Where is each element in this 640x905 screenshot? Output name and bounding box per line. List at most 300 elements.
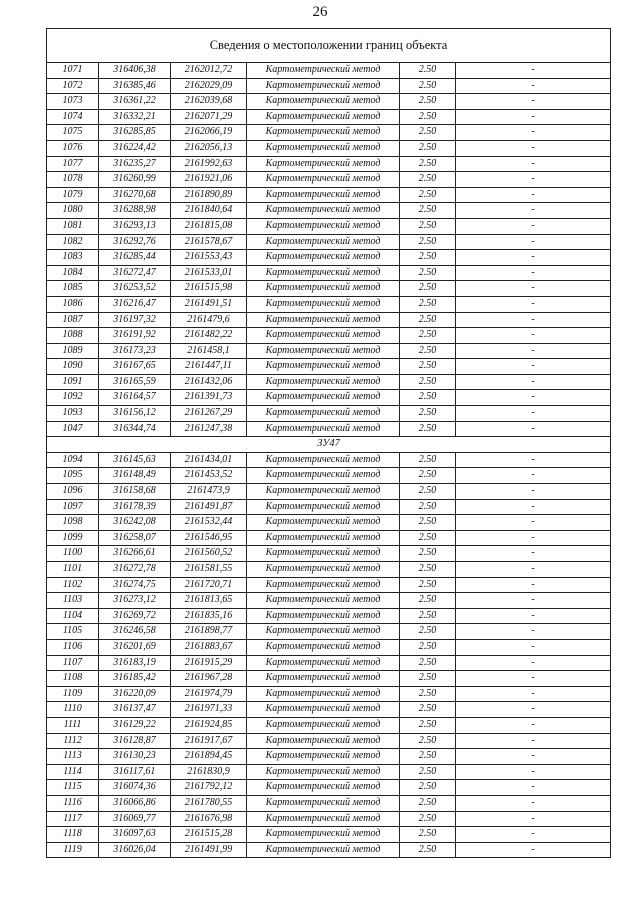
table-row bbox=[47, 515, 611, 531]
point-number-cell: 1106 bbox=[47, 639, 99, 655]
y-coordinate-cell: 2161479,6 bbox=[171, 312, 247, 328]
y-coordinate-cell: 2161267,29 bbox=[171, 406, 247, 422]
y-coordinate-cell: 2161432,06 bbox=[171, 374, 247, 390]
accuracy-cell: 2.50 bbox=[400, 639, 456, 655]
description-cell: - bbox=[456, 593, 611, 609]
point-number-cell: 1099 bbox=[47, 530, 99, 546]
method-cell: Картометрический метод bbox=[247, 733, 400, 749]
table-title: Сведения о местоположении границ объекта bbox=[47, 29, 611, 63]
accuracy-cell: 2.50 bbox=[400, 780, 456, 796]
accuracy-cell: 2.50 bbox=[400, 686, 456, 702]
method-cell: Картометрический метод bbox=[247, 281, 400, 297]
y-coordinate-cell: 2162039,68 bbox=[171, 94, 247, 110]
method-cell: Картометрический метод bbox=[247, 686, 400, 702]
table-row bbox=[47, 842, 611, 858]
accuracy-cell: 2.50 bbox=[400, 733, 456, 749]
x-coordinate-cell: 316130,23 bbox=[99, 749, 171, 765]
y-coordinate-cell: 2161453,52 bbox=[171, 468, 247, 484]
x-coordinate-cell: 316158,68 bbox=[99, 484, 171, 500]
y-coordinate-cell: 2161458,1 bbox=[171, 343, 247, 359]
x-coordinate-cell: 316274,75 bbox=[99, 577, 171, 593]
x-coordinate-cell: 316097,63 bbox=[99, 827, 171, 843]
point-number-cell: 1073 bbox=[47, 94, 99, 110]
description-cell: - bbox=[456, 125, 611, 141]
x-coordinate-cell: 316178,39 bbox=[99, 499, 171, 515]
method-cell: Картометрический метод bbox=[247, 530, 400, 546]
x-coordinate-cell: 316258,07 bbox=[99, 530, 171, 546]
method-cell: Картометрический метод bbox=[247, 562, 400, 578]
table-row bbox=[47, 795, 611, 811]
x-coordinate-cell: 316156,12 bbox=[99, 406, 171, 422]
table-row bbox=[47, 686, 611, 702]
y-coordinate-cell: 2161813,65 bbox=[171, 593, 247, 609]
description-cell: - bbox=[456, 577, 611, 593]
description-cell: - bbox=[456, 608, 611, 624]
point-number-cell: 1110 bbox=[47, 702, 99, 718]
description-cell: - bbox=[456, 639, 611, 655]
method-cell: Картометрический метод bbox=[247, 265, 400, 281]
accuracy-cell: 2.50 bbox=[400, 78, 456, 94]
y-coordinate-cell: 2161491,87 bbox=[171, 499, 247, 515]
y-coordinate-cell: 2161780,55 bbox=[171, 795, 247, 811]
point-number-cell: 1081 bbox=[47, 218, 99, 234]
table-row bbox=[47, 764, 611, 780]
x-coordinate-cell: 316183,19 bbox=[99, 655, 171, 671]
table-row bbox=[47, 374, 611, 390]
description-cell: - bbox=[456, 484, 611, 500]
description-cell: - bbox=[456, 546, 611, 562]
y-coordinate-cell: 2161840,64 bbox=[171, 203, 247, 219]
point-number-cell: 1116 bbox=[47, 795, 99, 811]
y-coordinate-cell: 2161434,01 bbox=[171, 452, 247, 468]
section-row bbox=[47, 437, 611, 453]
point-number-cell: 1101 bbox=[47, 562, 99, 578]
x-coordinate-cell: 316191,92 bbox=[99, 328, 171, 344]
y-coordinate-cell: 2161546,95 bbox=[171, 530, 247, 546]
point-number-cell: 1097 bbox=[47, 499, 99, 515]
x-coordinate-cell: 316167,65 bbox=[99, 359, 171, 375]
x-coordinate-cell: 316285,44 bbox=[99, 250, 171, 266]
accuracy-cell: 2.50 bbox=[400, 218, 456, 234]
accuracy-cell: 2.50 bbox=[400, 63, 456, 79]
table-row bbox=[47, 328, 611, 344]
description-cell: - bbox=[456, 203, 611, 219]
description-cell: - bbox=[456, 702, 611, 718]
method-cell: Картометрический метод bbox=[247, 577, 400, 593]
point-number-cell: 1118 bbox=[47, 827, 99, 843]
method-cell: Картометрический метод bbox=[247, 624, 400, 640]
y-coordinate-cell: 2161883,67 bbox=[171, 639, 247, 655]
method-cell: Картометрический метод bbox=[247, 515, 400, 531]
accuracy-cell: 2.50 bbox=[400, 406, 456, 422]
accuracy-cell: 2.50 bbox=[400, 562, 456, 578]
accuracy-cell: 2.50 bbox=[400, 156, 456, 172]
table-row bbox=[47, 546, 611, 562]
description-cell: - bbox=[456, 172, 611, 188]
point-number-cell: 1103 bbox=[47, 593, 99, 609]
method-cell: Картометрический метод bbox=[247, 125, 400, 141]
method-cell: Картометрический метод bbox=[247, 390, 400, 406]
accuracy-cell: 2.50 bbox=[400, 109, 456, 125]
description-cell: - bbox=[456, 499, 611, 515]
y-coordinate-cell: 2161515,98 bbox=[171, 281, 247, 297]
y-coordinate-cell: 2161921,06 bbox=[171, 172, 247, 188]
point-number-cell: 1078 bbox=[47, 172, 99, 188]
method-cell: Картометрический метод bbox=[247, 156, 400, 172]
table-row bbox=[47, 499, 611, 515]
x-coordinate-cell: 316165,59 bbox=[99, 374, 171, 390]
table-row bbox=[47, 562, 611, 578]
point-number-cell: 1084 bbox=[47, 265, 99, 281]
y-coordinate-cell: 2162029,09 bbox=[171, 78, 247, 94]
method-cell: Картометрический метод bbox=[247, 593, 400, 609]
accuracy-cell: 2.50 bbox=[400, 827, 456, 843]
accuracy-cell: 2.50 bbox=[400, 671, 456, 687]
description-cell: - bbox=[456, 63, 611, 79]
x-coordinate-cell: 316137,47 bbox=[99, 702, 171, 718]
point-number-cell: 1083 bbox=[47, 250, 99, 266]
table-row bbox=[47, 406, 611, 422]
table-row bbox=[47, 94, 611, 110]
table-row bbox=[47, 359, 611, 375]
y-coordinate-cell: 2162012,72 bbox=[171, 63, 247, 79]
y-coordinate-cell: 2161924,85 bbox=[171, 717, 247, 733]
y-coordinate-cell: 2161491,99 bbox=[171, 842, 247, 858]
x-coordinate-cell: 316288,98 bbox=[99, 203, 171, 219]
point-number-cell: 1096 bbox=[47, 484, 99, 500]
y-coordinate-cell: 2161830,9 bbox=[171, 764, 247, 780]
accuracy-cell: 2.50 bbox=[400, 655, 456, 671]
x-coordinate-cell: 316272,47 bbox=[99, 265, 171, 281]
description-cell: - bbox=[456, 671, 611, 687]
description-cell: - bbox=[456, 218, 611, 234]
point-number-cell: 1107 bbox=[47, 655, 99, 671]
point-number-cell: 1087 bbox=[47, 312, 99, 328]
description-cell: - bbox=[456, 265, 611, 281]
y-coordinate-cell: 2161676,98 bbox=[171, 811, 247, 827]
accuracy-cell: 2.50 bbox=[400, 172, 456, 188]
method-cell: Картометрический метод bbox=[247, 172, 400, 188]
point-number-cell: 1114 bbox=[47, 764, 99, 780]
point-number-cell: 1100 bbox=[47, 546, 99, 562]
accuracy-cell: 2.50 bbox=[400, 499, 456, 515]
point-number-cell: 1074 bbox=[47, 109, 99, 125]
x-coordinate-cell: 316164,57 bbox=[99, 390, 171, 406]
method-cell: Картометрический метод bbox=[247, 312, 400, 328]
method-cell: Картометрический метод bbox=[247, 94, 400, 110]
method-cell: Картометрический метод bbox=[247, 484, 400, 500]
table-row bbox=[47, 390, 611, 406]
accuracy-cell: 2.50 bbox=[400, 624, 456, 640]
y-coordinate-cell: 2161835,16 bbox=[171, 608, 247, 624]
accuracy-cell: 2.50 bbox=[400, 795, 456, 811]
y-coordinate-cell: 2161898,77 bbox=[171, 624, 247, 640]
y-coordinate-cell: 2162071,29 bbox=[171, 109, 247, 125]
description-cell: - bbox=[456, 234, 611, 250]
table-row bbox=[47, 733, 611, 749]
method-cell: Картометрический метод bbox=[247, 795, 400, 811]
y-coordinate-cell: 2161917,67 bbox=[171, 733, 247, 749]
accuracy-cell: 2.50 bbox=[400, 702, 456, 718]
accuracy-cell: 2.50 bbox=[400, 452, 456, 468]
point-number-cell: 1086 bbox=[47, 296, 99, 312]
method-cell: Картометрический метод bbox=[247, 406, 400, 422]
method-cell: Картометрический метод bbox=[247, 296, 400, 312]
method-cell: Картометрический метод bbox=[247, 764, 400, 780]
table-row bbox=[47, 484, 611, 500]
y-coordinate-cell: 2161894,45 bbox=[171, 749, 247, 765]
x-coordinate-cell: 316260,99 bbox=[99, 172, 171, 188]
x-coordinate-cell: 316292,76 bbox=[99, 234, 171, 250]
method-cell: Картометрический метод bbox=[247, 468, 400, 484]
x-coordinate-cell: 316173,23 bbox=[99, 343, 171, 359]
x-coordinate-cell: 316235,27 bbox=[99, 156, 171, 172]
method-cell: Картометрический метод bbox=[247, 452, 400, 468]
accuracy-cell: 2.50 bbox=[400, 593, 456, 609]
x-coordinate-cell: 316117,61 bbox=[99, 764, 171, 780]
y-coordinate-cell: 2162066,19 bbox=[171, 125, 247, 141]
x-coordinate-cell: 316266,61 bbox=[99, 546, 171, 562]
table-row bbox=[47, 140, 611, 156]
description-cell: - bbox=[456, 530, 611, 546]
description-cell: - bbox=[456, 686, 611, 702]
description-cell: - bbox=[456, 827, 611, 843]
method-cell: Картометрический метод bbox=[247, 639, 400, 655]
description-cell: - bbox=[456, 421, 611, 437]
description-cell: - bbox=[456, 281, 611, 297]
table-row bbox=[47, 109, 611, 125]
description-cell: - bbox=[456, 452, 611, 468]
table-row bbox=[47, 78, 611, 94]
x-coordinate-cell: 316293,13 bbox=[99, 218, 171, 234]
y-coordinate-cell: 2162056,13 bbox=[171, 140, 247, 156]
point-number-cell: 1113 bbox=[47, 749, 99, 765]
accuracy-cell: 2.50 bbox=[400, 717, 456, 733]
method-cell: Картометрический метод bbox=[247, 343, 400, 359]
method-cell: Картометрический метод bbox=[247, 608, 400, 624]
table-row bbox=[47, 577, 611, 593]
point-number-cell: 1091 bbox=[47, 374, 99, 390]
method-cell: Картометрический метод bbox=[247, 203, 400, 219]
accuracy-cell: 2.50 bbox=[400, 187, 456, 203]
point-number-cell: 1072 bbox=[47, 78, 99, 94]
point-number-cell: 1080 bbox=[47, 203, 99, 219]
table-row bbox=[47, 780, 611, 796]
accuracy-cell: 2.50 bbox=[400, 94, 456, 110]
point-number-cell: 1077 bbox=[47, 156, 99, 172]
accuracy-cell: 2.50 bbox=[400, 749, 456, 765]
accuracy-cell: 2.50 bbox=[400, 203, 456, 219]
method-cell: Картометрический метод bbox=[247, 187, 400, 203]
method-cell: Картометрический метод bbox=[247, 827, 400, 843]
point-number-cell: 1109 bbox=[47, 686, 99, 702]
table-row bbox=[47, 671, 611, 687]
x-coordinate-cell: 316066,86 bbox=[99, 795, 171, 811]
point-number-cell: 1095 bbox=[47, 468, 99, 484]
point-number-cell: 1085 bbox=[47, 281, 99, 297]
table-row bbox=[47, 827, 611, 843]
accuracy-cell: 2.50 bbox=[400, 546, 456, 562]
accuracy-cell: 2.50 bbox=[400, 234, 456, 250]
table-row bbox=[47, 749, 611, 765]
table-row bbox=[47, 203, 611, 219]
y-coordinate-cell: 2161581,55 bbox=[171, 562, 247, 578]
accuracy-cell: 2.50 bbox=[400, 125, 456, 141]
x-coordinate-cell: 316273,12 bbox=[99, 593, 171, 609]
y-coordinate-cell: 2161890,89 bbox=[171, 187, 247, 203]
method-cell: Картометрический метод bbox=[247, 109, 400, 125]
table-row bbox=[47, 593, 611, 609]
accuracy-cell: 2.50 bbox=[400, 265, 456, 281]
description-cell: - bbox=[456, 717, 611, 733]
table-row bbox=[47, 343, 611, 359]
x-coordinate-cell: 316224,42 bbox=[99, 140, 171, 156]
table-row bbox=[47, 452, 611, 468]
point-number-cell: 1119 bbox=[47, 842, 99, 858]
description-cell: - bbox=[456, 250, 611, 266]
point-number-cell: 1090 bbox=[47, 359, 99, 375]
point-number-cell: 1111 bbox=[47, 717, 99, 733]
x-coordinate-cell: 316185,42 bbox=[99, 671, 171, 687]
description-cell: - bbox=[456, 343, 611, 359]
description-cell: - bbox=[456, 749, 611, 765]
y-coordinate-cell: 2161967,28 bbox=[171, 671, 247, 687]
method-cell: Картометрический метод bbox=[247, 328, 400, 344]
method-cell: Картометрический метод bbox=[247, 749, 400, 765]
page-number: 26 bbox=[312, 4, 328, 20]
y-coordinate-cell: 2161720,71 bbox=[171, 577, 247, 593]
y-coordinate-cell: 2161533,01 bbox=[171, 265, 247, 281]
x-coordinate-cell: 316197,32 bbox=[99, 312, 171, 328]
x-coordinate-cell: 316069,77 bbox=[99, 811, 171, 827]
table-row bbox=[47, 639, 611, 655]
method-cell: Картометрический метод bbox=[247, 671, 400, 687]
description-cell: - bbox=[456, 156, 611, 172]
x-coordinate-cell: 316361,22 bbox=[99, 94, 171, 110]
y-coordinate-cell: 2161915,29 bbox=[171, 655, 247, 671]
accuracy-cell: 2.50 bbox=[400, 374, 456, 390]
y-coordinate-cell: 2161247,38 bbox=[171, 421, 247, 437]
table-row bbox=[47, 624, 611, 640]
description-cell: - bbox=[456, 187, 611, 203]
x-coordinate-cell: 316074,36 bbox=[99, 780, 171, 796]
accuracy-cell: 2.50 bbox=[400, 296, 456, 312]
y-coordinate-cell: 2161553,43 bbox=[171, 250, 247, 266]
description-cell: - bbox=[456, 78, 611, 94]
table-row bbox=[47, 234, 611, 250]
x-coordinate-cell: 316246,58 bbox=[99, 624, 171, 640]
table-row bbox=[47, 250, 611, 266]
description-cell: - bbox=[456, 359, 611, 375]
y-coordinate-cell: 2161491,51 bbox=[171, 296, 247, 312]
point-number-cell: 1082 bbox=[47, 234, 99, 250]
description-cell: - bbox=[456, 515, 611, 531]
x-coordinate-cell: 316201,69 bbox=[99, 639, 171, 655]
description-cell: - bbox=[456, 795, 611, 811]
method-cell: Картометрический метод bbox=[247, 359, 400, 375]
point-number-cell: 1075 bbox=[47, 125, 99, 141]
table-row bbox=[47, 265, 611, 281]
point-number-cell: 1089 bbox=[47, 343, 99, 359]
table-row bbox=[47, 218, 611, 234]
y-coordinate-cell: 2161447,11 bbox=[171, 359, 247, 375]
point-number-cell: 1117 bbox=[47, 811, 99, 827]
y-coordinate-cell: 2161515,28 bbox=[171, 827, 247, 843]
point-number-cell: 1115 bbox=[47, 780, 99, 796]
x-coordinate-cell: 316253,52 bbox=[99, 281, 171, 297]
y-coordinate-cell: 2161391,73 bbox=[171, 390, 247, 406]
table-title-row bbox=[47, 29, 611, 63]
table-row bbox=[47, 296, 611, 312]
description-cell: - bbox=[456, 655, 611, 671]
y-coordinate-cell: 2161792,12 bbox=[171, 780, 247, 796]
accuracy-cell: 2.50 bbox=[400, 468, 456, 484]
description-cell: - bbox=[456, 733, 611, 749]
description-cell: - bbox=[456, 94, 611, 110]
accuracy-cell: 2.50 bbox=[400, 515, 456, 531]
y-coordinate-cell: 2161560,52 bbox=[171, 546, 247, 562]
description-cell: - bbox=[456, 328, 611, 344]
method-cell: Картометрический метод bbox=[247, 655, 400, 671]
method-cell: Картометрический метод bbox=[247, 842, 400, 858]
accuracy-cell: 2.50 bbox=[400, 359, 456, 375]
method-cell: Картометрический метод bbox=[247, 218, 400, 234]
table-row bbox=[47, 608, 611, 624]
description-cell: - bbox=[456, 374, 611, 390]
method-cell: Картометрический метод bbox=[247, 250, 400, 266]
description-cell: - bbox=[456, 811, 611, 827]
x-coordinate-cell: 316332,21 bbox=[99, 109, 171, 125]
method-cell: Картометрический метод bbox=[247, 717, 400, 733]
x-coordinate-cell: 316145,63 bbox=[99, 452, 171, 468]
table-row bbox=[47, 717, 611, 733]
accuracy-cell: 2.50 bbox=[400, 530, 456, 546]
point-number-cell: 1088 bbox=[47, 328, 99, 344]
point-number-cell: 1108 bbox=[47, 671, 99, 687]
x-coordinate-cell: 316269,72 bbox=[99, 608, 171, 624]
description-cell: - bbox=[456, 390, 611, 406]
point-number-cell: 1102 bbox=[47, 577, 99, 593]
x-coordinate-cell: 316128,87 bbox=[99, 733, 171, 749]
boundary-table bbox=[46, 28, 611, 858]
section-label: ЗУ47 bbox=[47, 437, 611, 453]
description-cell: - bbox=[456, 780, 611, 796]
method-cell: Картометрический метод bbox=[247, 374, 400, 390]
y-coordinate-cell: 2161482,22 bbox=[171, 328, 247, 344]
accuracy-cell: 2.50 bbox=[400, 577, 456, 593]
accuracy-cell: 2.50 bbox=[400, 390, 456, 406]
accuracy-cell: 2.50 bbox=[400, 343, 456, 359]
point-number-cell: 1079 bbox=[47, 187, 99, 203]
accuracy-cell: 2.50 bbox=[400, 608, 456, 624]
description-cell: - bbox=[456, 468, 611, 484]
y-coordinate-cell: 2161473,9 bbox=[171, 484, 247, 500]
point-number-cell: 1092 bbox=[47, 390, 99, 406]
table-row bbox=[47, 172, 611, 188]
table-row bbox=[47, 530, 611, 546]
method-cell: Картометрический метод bbox=[247, 702, 400, 718]
description-cell: - bbox=[456, 406, 611, 422]
table-row bbox=[47, 468, 611, 484]
table-row bbox=[47, 421, 611, 437]
description-cell: - bbox=[456, 842, 611, 858]
table-row bbox=[47, 63, 611, 79]
description-cell: - bbox=[456, 140, 611, 156]
y-coordinate-cell: 2161971,33 bbox=[171, 702, 247, 718]
description-cell: - bbox=[456, 764, 611, 780]
y-coordinate-cell: 2161815,08 bbox=[171, 218, 247, 234]
table-row bbox=[47, 281, 611, 297]
